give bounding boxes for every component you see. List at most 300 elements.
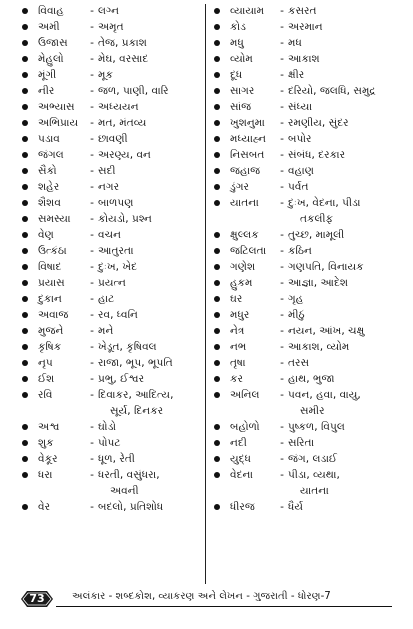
entry-word: નિસબત xyxy=(230,149,265,161)
entry-synonyms xyxy=(288,67,406,83)
entry-separator: - xyxy=(280,197,284,209)
entry-synonyms xyxy=(288,179,406,195)
entry-synonyms xyxy=(98,243,202,259)
entry-synonyms xyxy=(98,339,202,355)
entry-word: અમી xyxy=(38,21,60,33)
right-word-column xyxy=(214,3,406,515)
synonym-line: જંગ, લડાઈ xyxy=(288,453,338,465)
entry-separator: - xyxy=(280,373,284,385)
entry-word: જહાજ xyxy=(230,165,261,177)
synonym-entry xyxy=(214,35,406,51)
entry-separator: - xyxy=(280,21,284,33)
synonym-line: પુષ્કળ, વિપુલ xyxy=(288,421,345,433)
synonym-line: મૂક xyxy=(98,69,113,81)
entry-word: વેદના xyxy=(230,469,254,481)
synonym-line: પર્વત xyxy=(288,181,309,193)
synonym-line: ધૈર્ય xyxy=(288,501,304,513)
synonym-entry xyxy=(22,371,202,387)
entry-separator: - xyxy=(280,341,284,353)
entry-word: સૈકો xyxy=(38,165,57,177)
entry-synonyms xyxy=(98,99,202,115)
entry-separator: - xyxy=(90,309,94,321)
entry-synonyms xyxy=(288,51,406,67)
synonym-entry xyxy=(214,179,406,195)
entry-word: ગણેશ xyxy=(230,261,256,273)
entry-word: સમસ્યા xyxy=(38,213,71,225)
entry-word: સાગર xyxy=(230,85,255,97)
entry-separator: - xyxy=(280,389,284,401)
entry-word: સાંજ xyxy=(230,101,252,113)
entry-synonyms xyxy=(288,435,406,451)
entry-synonyms xyxy=(288,291,406,307)
synonym-entry xyxy=(22,451,202,467)
entry-word: હુકમ xyxy=(230,277,253,289)
synonym-line: નગર xyxy=(98,181,120,193)
synonym-line: લગ્ન xyxy=(98,5,119,17)
entry-separator: - xyxy=(280,277,284,289)
synonym-line: મધ xyxy=(288,37,302,49)
synonym-line: બાળપણ xyxy=(98,197,134,209)
entry-word: મધ્યાહ્ન xyxy=(230,133,267,145)
synonym-entry xyxy=(214,339,406,355)
entry-synonyms xyxy=(98,435,202,451)
synonym-line: નયન, આંખ, ચક્ષુ xyxy=(288,325,365,337)
entry-separator: - xyxy=(280,469,284,481)
synonym-line: પોપટ xyxy=(98,437,121,449)
entry-synonyms xyxy=(98,131,202,147)
entry-separator: - xyxy=(90,101,94,113)
entry-word: ઉજાસ xyxy=(38,37,68,49)
entry-word: મુજને xyxy=(38,325,64,337)
entry-separator: - xyxy=(280,229,284,241)
synonym-line: બદલો, પ્રતિશોધ xyxy=(98,501,164,513)
synonym-line: દિવાકર, આદિત્ય, xyxy=(98,389,174,401)
synonym-line: પ્રભુ, ઈશ્વર xyxy=(98,373,145,385)
synonym-line: સંધ્યા xyxy=(288,101,313,113)
entry-synonyms xyxy=(288,451,406,467)
synonym-entry xyxy=(22,243,202,259)
entry-separator: - xyxy=(280,53,284,65)
synonym-entry xyxy=(22,275,202,291)
entry-separator: - xyxy=(280,325,284,337)
synonym-line: આતુરતા xyxy=(98,245,134,257)
entry-separator: - xyxy=(280,69,284,81)
entry-synonyms xyxy=(98,499,202,515)
entry-synonyms xyxy=(288,339,406,355)
entry-synonyms xyxy=(98,323,202,339)
entry-word: પ્રયાસ xyxy=(38,277,65,289)
entry-word: કોડ xyxy=(230,21,246,33)
synonym-line: રાજા, ભૂપ, ભૂપતિ xyxy=(98,357,173,369)
entry-word: અવાજ xyxy=(38,309,69,321)
entry-separator: - xyxy=(280,181,284,193)
entry-synonyms xyxy=(288,243,406,259)
synonym-line: પીડા, વ્યથા, xyxy=(288,469,340,481)
synonym-entry xyxy=(22,163,202,179)
synonym-line: રમણીય, સુંદર xyxy=(288,117,349,129)
synonym-entry xyxy=(22,291,202,307)
entry-word: દૂધ xyxy=(230,69,243,81)
entry-word: શૈશવ xyxy=(38,197,61,209)
entry-separator: - xyxy=(90,165,94,177)
entry-synonyms xyxy=(288,99,406,115)
synonym-line: જળ, પાણી, વારિ xyxy=(98,85,169,97)
entry-word: અભ્યાસ xyxy=(38,101,75,113)
entry-separator: - xyxy=(280,85,284,97)
synonym-entry xyxy=(22,323,202,339)
synonym-entry xyxy=(214,355,406,371)
entry-word: નેત્ર xyxy=(230,325,245,337)
synonym-line: કસરત xyxy=(288,5,317,17)
entry-separator: - xyxy=(90,389,94,401)
synonym-line: વચન xyxy=(98,229,121,241)
entry-synonyms xyxy=(98,275,202,291)
entry-word: કર xyxy=(230,373,243,385)
entry-separator: - xyxy=(90,421,94,433)
entry-synonyms xyxy=(288,147,406,163)
synonym-entry xyxy=(214,291,406,307)
synonym-entry xyxy=(22,259,202,275)
synonym-line: તેજ, પ્રકાશ xyxy=(98,37,147,49)
synonym-line: ગણપતિ, વિનાયક xyxy=(288,261,364,273)
synonym-line: દુઃખ, વેદના, પીડા xyxy=(288,197,361,209)
synonym-entry xyxy=(214,19,406,35)
entry-separator: - xyxy=(280,293,284,305)
synonym-entry xyxy=(22,19,202,35)
synonym-line: અમૃત xyxy=(98,21,124,33)
entry-word: ક્ષુલ્લક xyxy=(230,229,259,241)
entry-synonyms xyxy=(98,371,202,387)
entry-word: નભ xyxy=(230,341,247,353)
synonym-line: ક્ષીર xyxy=(288,69,305,81)
synonym-entry xyxy=(214,227,406,243)
entry-separator: - xyxy=(90,197,94,209)
synonym-entry xyxy=(22,35,202,51)
entry-separator: - xyxy=(280,309,284,321)
synonym-entry xyxy=(22,3,202,19)
synonym-line: હાટ xyxy=(98,293,115,305)
entry-word: નૃપ xyxy=(38,357,53,369)
synonym-entry xyxy=(214,163,406,179)
synonym-line: આજ્ઞા, આદેશ xyxy=(288,277,349,289)
entry-word: ધીરજ xyxy=(230,501,255,513)
synonym-entry xyxy=(214,195,406,227)
entry-separator: - xyxy=(280,261,284,273)
entry-word: શુક xyxy=(38,437,54,449)
synonym-line: સદી xyxy=(98,165,116,177)
entry-synonyms xyxy=(98,179,202,195)
synonym-line: કઠિન xyxy=(288,245,312,257)
entry-synonyms xyxy=(98,115,202,131)
entry-word: અશ્વ xyxy=(38,421,60,433)
entry-synonyms xyxy=(288,419,406,435)
synonym-line: આકાશ xyxy=(288,53,320,65)
synonym-entry xyxy=(214,371,406,387)
entry-separator: - xyxy=(90,85,94,97)
entry-word: બહોળો xyxy=(230,421,260,433)
synonym-entry xyxy=(214,451,406,467)
footer-title: અલંકાર - શબ્દકોશ, વ્યાકરણ અને લેખન - ગુજરાતી - ધોરણ-7 xyxy=(72,591,331,602)
entry-word: જંગલ xyxy=(38,149,64,161)
synonym-entry xyxy=(22,179,202,195)
synonym-line: બપોર xyxy=(288,133,312,145)
entry-word: મેહુલો xyxy=(38,53,64,65)
entry-separator: - xyxy=(90,245,94,257)
synonym-line: તરસ xyxy=(288,357,310,369)
synonym-entry xyxy=(22,83,202,99)
synonym-entry xyxy=(214,115,406,131)
synonym-entry xyxy=(214,147,406,163)
synonym-entry xyxy=(214,243,406,259)
entry-synonyms xyxy=(288,259,406,275)
synonym-entry xyxy=(22,499,202,515)
synonym-entry xyxy=(22,227,202,243)
entry-synonyms xyxy=(98,83,202,99)
page-footer xyxy=(20,590,392,610)
entry-synonyms xyxy=(98,467,202,499)
entry-word: વિષાદ xyxy=(38,261,62,273)
entry-synonyms xyxy=(288,163,406,179)
entry-separator: - xyxy=(90,325,94,337)
entry-synonyms xyxy=(98,3,202,19)
entry-synonyms xyxy=(288,275,406,291)
synonym-line: દરિયો, જલધિ, સમુદ્ર xyxy=(288,85,376,97)
entry-separator: - xyxy=(90,437,94,449)
synonym-line: દુઃખ, ખેદ xyxy=(98,261,138,273)
entry-separator: - xyxy=(280,437,284,449)
entry-separator: - xyxy=(90,69,94,81)
entry-word: કૃષિક xyxy=(38,341,62,353)
entry-word: ધરા xyxy=(38,469,53,481)
entry-word: તૃષા xyxy=(230,357,246,369)
entry-word: શહેર xyxy=(38,181,60,193)
entry-synonyms xyxy=(288,115,406,131)
entry-synonyms xyxy=(288,467,406,499)
entry-word: અભિપ્રાય xyxy=(38,117,79,129)
synonym-line: ધૂળ, રેતી xyxy=(98,453,135,465)
entry-synonyms xyxy=(98,451,202,467)
entry-separator: - xyxy=(280,117,284,129)
entry-separator: - xyxy=(280,453,284,465)
synonym-entry xyxy=(214,67,406,83)
entry-separator: - xyxy=(90,293,94,305)
entry-synonyms xyxy=(98,147,202,163)
synonym-line: સરિતા xyxy=(288,437,315,449)
synonym-line: અરણ્ય, વન xyxy=(98,149,151,161)
synonym-line: વહાણ xyxy=(288,165,314,177)
entry-separator: - xyxy=(90,373,94,385)
synonym-line: કોયડો, પ્રશ્ન xyxy=(98,213,152,225)
entry-synonyms xyxy=(98,195,202,211)
synonym-entry xyxy=(214,83,406,99)
synonym-line-continued: તકલીફ xyxy=(300,213,334,225)
entry-synonyms xyxy=(288,387,406,419)
entry-separator: - xyxy=(90,213,94,225)
synonym-entry xyxy=(22,99,202,115)
synonym-entry xyxy=(22,147,202,163)
synonym-entry xyxy=(214,323,406,339)
synonym-line: ધરતી, વસુંધરા, xyxy=(98,469,160,481)
entry-word: યુદ્ધ xyxy=(230,453,251,465)
synonym-entry xyxy=(22,307,202,323)
entry-synonyms xyxy=(98,291,202,307)
synonym-entry xyxy=(214,131,406,147)
entry-word: મધુ xyxy=(230,37,244,49)
entry-word: ડુંગર xyxy=(230,181,250,193)
entry-separator: - xyxy=(280,133,284,145)
entry-synonyms xyxy=(288,83,406,99)
entry-separator: - xyxy=(280,5,284,17)
synonym-line: ઘોડો xyxy=(98,421,117,433)
synonym-line: અધ્યયન xyxy=(98,101,139,113)
left-word-column xyxy=(22,3,202,515)
entry-word: યાતના xyxy=(230,197,259,209)
entry-separator: - xyxy=(90,133,94,145)
synonym-entry xyxy=(22,195,202,211)
entry-separator: - xyxy=(90,501,94,513)
entry-word: ખુશનુમા xyxy=(230,117,265,129)
entry-separator: - xyxy=(280,149,284,161)
entry-separator: - xyxy=(90,453,94,465)
entry-word: વેકૂર xyxy=(38,453,58,465)
entry-word: મધુર xyxy=(230,309,250,321)
synonym-entry xyxy=(22,131,202,147)
synonym-line: ગૃહ xyxy=(288,293,304,305)
entry-synonyms xyxy=(98,51,202,67)
synonym-entry xyxy=(214,435,406,451)
synonym-entry xyxy=(22,51,202,67)
synonym-line: મીઠું xyxy=(288,309,305,321)
entry-word: પડાવ xyxy=(38,133,60,145)
synonym-line-continued: યાતના xyxy=(300,485,329,497)
entry-word: વ્યોમ xyxy=(230,53,253,65)
synonym-line: તુચ્છ, મામૂલી xyxy=(288,229,345,241)
entry-word: નદી xyxy=(230,437,247,449)
entry-synonyms xyxy=(98,307,202,323)
column-divider xyxy=(205,4,206,584)
entry-synonyms xyxy=(98,35,202,51)
footer-rule xyxy=(56,606,392,607)
synonym-entry xyxy=(214,387,406,419)
synonym-entry xyxy=(22,387,202,419)
synonym-entry xyxy=(22,339,202,355)
synonym-entry xyxy=(22,467,202,499)
entry-word: ઘર xyxy=(230,293,243,305)
entry-synonyms xyxy=(98,259,202,275)
entry-separator: - xyxy=(90,181,94,193)
entry-separator: - xyxy=(280,37,284,49)
entry-separator: - xyxy=(280,101,284,113)
entry-synonyms xyxy=(98,419,202,435)
synonym-line: મને xyxy=(98,325,114,337)
entry-synonyms xyxy=(288,19,406,35)
entry-synonyms xyxy=(98,387,202,419)
entry-synonyms xyxy=(288,307,406,323)
entry-separator: - xyxy=(90,37,94,49)
synonym-line: ખેડૂત, કૃષિવલ xyxy=(98,341,157,353)
entry-separator: - xyxy=(90,261,94,273)
entry-word: દુકાન xyxy=(38,293,62,305)
entry-synonyms xyxy=(98,211,202,227)
entry-word: વિવાહ xyxy=(38,5,64,17)
entry-synonyms xyxy=(288,131,406,147)
synonym-line: રવ, ધ્વનિ xyxy=(98,309,138,321)
entry-synonyms xyxy=(98,227,202,243)
synonym-line: હાથ, ભુજા xyxy=(288,373,335,385)
synonym-entry xyxy=(214,3,406,19)
entry-separator: - xyxy=(280,357,284,369)
synonym-entry xyxy=(214,259,406,275)
entry-synonyms xyxy=(98,19,202,35)
entry-separator: - xyxy=(90,149,94,161)
entry-separator: - xyxy=(90,5,94,17)
synonym-entry xyxy=(22,435,202,451)
synonym-entry xyxy=(22,67,202,83)
entry-synonyms xyxy=(288,227,406,243)
entry-word: વેણ xyxy=(38,229,54,241)
synonym-entry xyxy=(22,355,202,371)
entry-word: રવિ xyxy=(38,389,53,401)
entry-synonyms xyxy=(98,163,202,179)
synonym-line-continued: સૂર્ય, દિનકર xyxy=(110,405,164,417)
synonym-entry xyxy=(22,211,202,227)
synonym-line: પ્રયત્ન xyxy=(98,277,126,289)
synonym-line: પવન, હવા, વાયુ, xyxy=(288,389,361,401)
entry-separator: - xyxy=(90,469,94,481)
entry-synonyms xyxy=(288,323,406,339)
synonym-entry xyxy=(214,467,406,499)
entry-synonyms xyxy=(288,3,406,19)
synonym-entry xyxy=(214,307,406,323)
entry-separator: - xyxy=(90,277,94,289)
synonym-line: અરમાન xyxy=(288,21,323,33)
synonym-entry xyxy=(214,51,406,67)
synonym-line: સંબંધ, દરકાર xyxy=(288,149,346,161)
entry-separator: - xyxy=(280,245,284,257)
entry-synonyms xyxy=(288,499,406,515)
entry-synonyms xyxy=(288,355,406,371)
synonym-line: છાવણી xyxy=(98,133,128,145)
synonym-entry xyxy=(214,419,406,435)
entry-word: નીર xyxy=(38,85,55,97)
entry-separator: - xyxy=(90,229,94,241)
synonym-line-continued: અવની xyxy=(110,485,139,497)
synonym-entry xyxy=(22,419,202,435)
synonym-line: આકાશ, વ્યોમ xyxy=(288,341,350,353)
entry-separator: - xyxy=(90,357,94,369)
entry-synonyms xyxy=(98,67,202,83)
synonym-entry xyxy=(22,115,202,131)
entry-separator: - xyxy=(280,421,284,433)
entry-synonyms xyxy=(288,195,406,227)
synonym-line-continued: સમીર xyxy=(300,405,325,417)
entry-separator: - xyxy=(90,341,94,353)
entry-separator: - xyxy=(90,117,94,129)
entry-separator: - xyxy=(90,21,94,33)
entry-separator: - xyxy=(280,501,284,513)
synonym-entry xyxy=(214,499,406,515)
synonym-entry xyxy=(214,99,406,115)
entry-synonyms xyxy=(98,355,202,371)
entry-word: જટિલતા xyxy=(230,245,267,257)
entry-synonyms xyxy=(288,35,406,51)
entry-synonyms xyxy=(288,371,406,387)
synonym-line: મત, મંતવ્ય xyxy=(98,117,147,129)
entry-word: ઉત્કંઠા xyxy=(38,245,67,257)
synonym-line: મેઘ, વરસાદ xyxy=(98,53,149,65)
entry-word: ઈશ xyxy=(38,373,55,385)
page-number: 73 xyxy=(29,592,45,605)
